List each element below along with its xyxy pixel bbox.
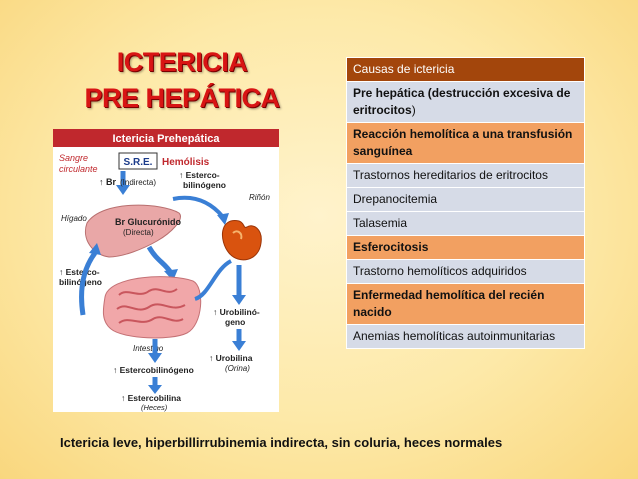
arrow-liver-to-intestine (149, 247, 171, 273)
title-line-1: ICTERICIA (116, 47, 248, 77)
diagram-header: Ictericia Prehepática (112, 133, 220, 145)
label-sangre: Sangre (59, 153, 89, 163)
table-cell (347, 82, 585, 123)
table-row (347, 260, 585, 284)
label-urobilinogeno-2: geno (225, 317, 246, 327)
label-br-gluc-2: (Directa) (123, 228, 154, 237)
label-esterco-left-1: ↑ Esterco- (59, 267, 100, 277)
label-sre: S.R.E. (123, 157, 153, 168)
label-esterco-top-1: ↑ Esterco- (179, 170, 220, 180)
table-header-row (347, 58, 585, 82)
table-row (347, 284, 585, 325)
label-br-sub: (Indirecta) (120, 178, 157, 187)
label-estercobilina: ↑ Estercobilina (121, 393, 181, 403)
label-orina: (Orina) (225, 364, 250, 373)
table-cell-bold: Pre hepática (destrucción excesiva de eritrocitos (353, 86, 571, 117)
table-cell: Drepanocitemia (347, 188, 585, 212)
table-cell: Trastorno hemolíticos adquiridos (347, 260, 585, 284)
label-esterco-top-2: bilinógeno (183, 180, 226, 190)
table-cell: Enfermedad hemolítica del recién nacido (347, 284, 585, 325)
label-esterco-left-2: bilinógeno (59, 277, 102, 287)
table-row (347, 123, 585, 164)
table-cell: Esferocitosis (347, 236, 585, 260)
title-line-2: PRE HEPÁTICA (84, 83, 280, 113)
label-rinon: Riñón (249, 193, 270, 202)
table-row (347, 212, 585, 236)
table-header-cell: Causas de ictericia (347, 58, 585, 82)
table-row (347, 82, 585, 123)
label-br: ↑ Br (99, 177, 117, 187)
table-row (347, 188, 585, 212)
label-urobilinogeno-1: ↑ Urobilinó- (213, 307, 260, 317)
table-cell: Talasemia (347, 212, 585, 236)
label-br-gluc-1: Br Glucurónido (115, 217, 181, 227)
label-hemolisis: Hemólisis (162, 157, 210, 168)
label-heces: (Heces) (141, 403, 168, 412)
prehepatic-jaundice-diagram (53, 129, 279, 412)
causes-table (346, 57, 585, 349)
table-cell: Reacción hemolítica a una transfusión sanguínea (347, 123, 585, 164)
table-cell-tail: ) (411, 103, 416, 117)
label-intestino: Intestino (133, 344, 164, 353)
label-circulante: circulante (59, 164, 98, 174)
table-cell: Trastornos hereditarios de eritrocitos (347, 164, 585, 188)
arrow-to-kidney (173, 198, 223, 217)
label-higado: Hígado (61, 214, 87, 223)
slide-caption: Ictericia leve, hiperbillirrubinemia indirecta, sin coluria, heces normales (60, 435, 503, 450)
label-esterco-bottom: ↑ Estercobilinógeno (113, 365, 194, 375)
arrowhead-intestine-down (148, 353, 162, 363)
table-row (347, 325, 585, 349)
slide-title (52, 44, 312, 116)
arrowhead-urobilina-down (232, 341, 246, 351)
table-cell: Anemias hemolíticas autoinmunitarias (347, 325, 585, 349)
table-row (347, 236, 585, 260)
kidney-illustration (222, 221, 261, 260)
arrowhead-kidney-down (232, 295, 246, 305)
table-row (347, 164, 585, 188)
label-urobilina: ↑ Urobilina (209, 353, 253, 363)
